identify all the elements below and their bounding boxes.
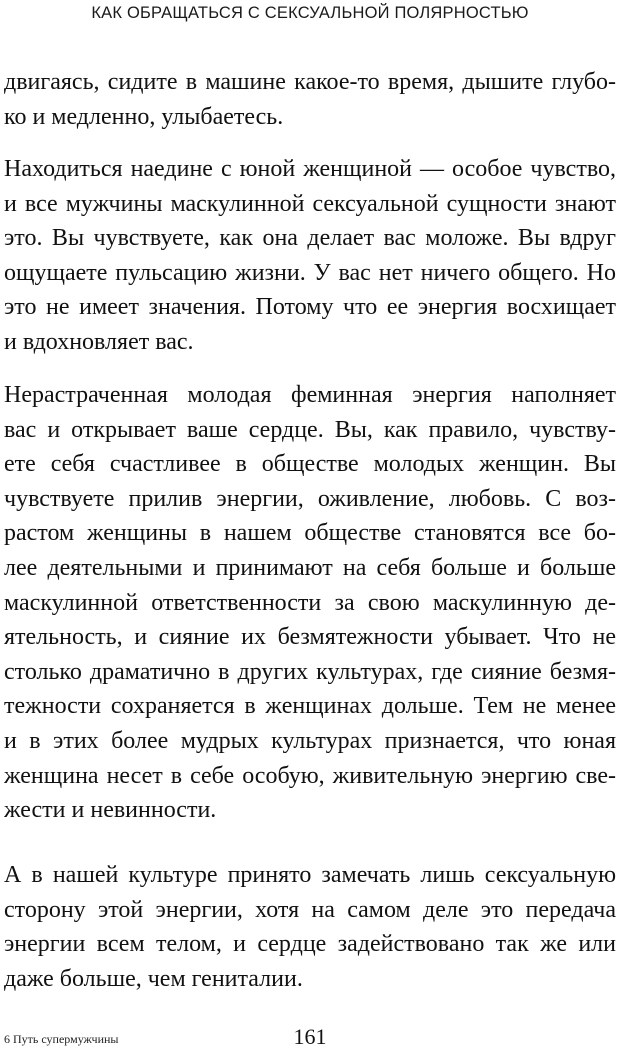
text-line: маскулинной ответственности за свою маскулинную де- xyxy=(4,589,616,616)
text-line: ощущаете пульсацию жизни. У вас нет ничего общего. Но xyxy=(4,259,616,286)
paragraph xyxy=(4,152,616,360)
text-line: тежности сохраняется в женщинах дольше. Тем не менее xyxy=(4,693,616,720)
text-line: сторону этой энергии, хотя на самом деле это передача xyxy=(4,896,616,923)
text-line: и в этих более мудрых культурах признается, что юная xyxy=(4,727,616,754)
text-line: растом женщины в нашем обществе становятся все бо- xyxy=(4,520,616,547)
text-line: энергии всем телом, и сердце задействовано так же или xyxy=(4,931,616,958)
text-line: вас и открывает ваше сердце. Вы, как правило, чувству- xyxy=(4,416,616,443)
text-line: двигаясь, сидите в машине какое-то время, дышите глубо- xyxy=(4,69,616,95)
text-line: ете себя счастливее в обществе молодых женщин. Вы xyxy=(4,451,616,478)
running-head: КАК ОБРАЩАТЬСЯ С СЕКСУАЛЬНОЙ ПОЛЯРНОСТЬЮ xyxy=(91,4,529,22)
paragraph xyxy=(4,65,616,134)
text-line: чувствуете прилив энергии, оживление, любовь. С воз- xyxy=(4,485,616,512)
text-line: и все мужчины маскулинной сексуальной сущности знают xyxy=(4,190,616,217)
page-number: 161 xyxy=(293,1024,327,1049)
paragraph xyxy=(4,858,616,996)
text-line: это не имеет значения. Потому что ее энергия восхищает xyxy=(4,294,616,321)
text-line: ко и медленно, улыбаетесь. xyxy=(4,103,284,130)
signature-note: 6 Путь супермужчины xyxy=(4,1032,119,1046)
text-line: даже больше, чем гениталии. xyxy=(4,965,303,992)
text-line: это. Вы чувствуете, как она делает вас моложе. Вы вдруг xyxy=(4,225,616,252)
paragraph xyxy=(4,378,616,828)
text-line: лее деятельными и принимают на себя больше и больше xyxy=(4,554,616,581)
text-line: А в нашей культуре принято замечать лишь сексуальную xyxy=(4,862,616,888)
text-line: ятельность, и сияние их безмятежности убывает. Что не xyxy=(4,624,616,651)
text-line: жести и невинности. xyxy=(4,797,217,824)
text-line: Нерастраченная молодая феминная энергия наполняет xyxy=(4,382,616,408)
text-line: женщина несет в себе особую, живительную энергию све- xyxy=(4,762,616,789)
text-line: и вдохновляет вас. xyxy=(4,328,194,355)
text-line: Находиться наедине с юной женщиной — особое чувство, xyxy=(4,156,616,182)
text-line: столько драматично в других культурах, где сияние безмя- xyxy=(4,658,616,685)
